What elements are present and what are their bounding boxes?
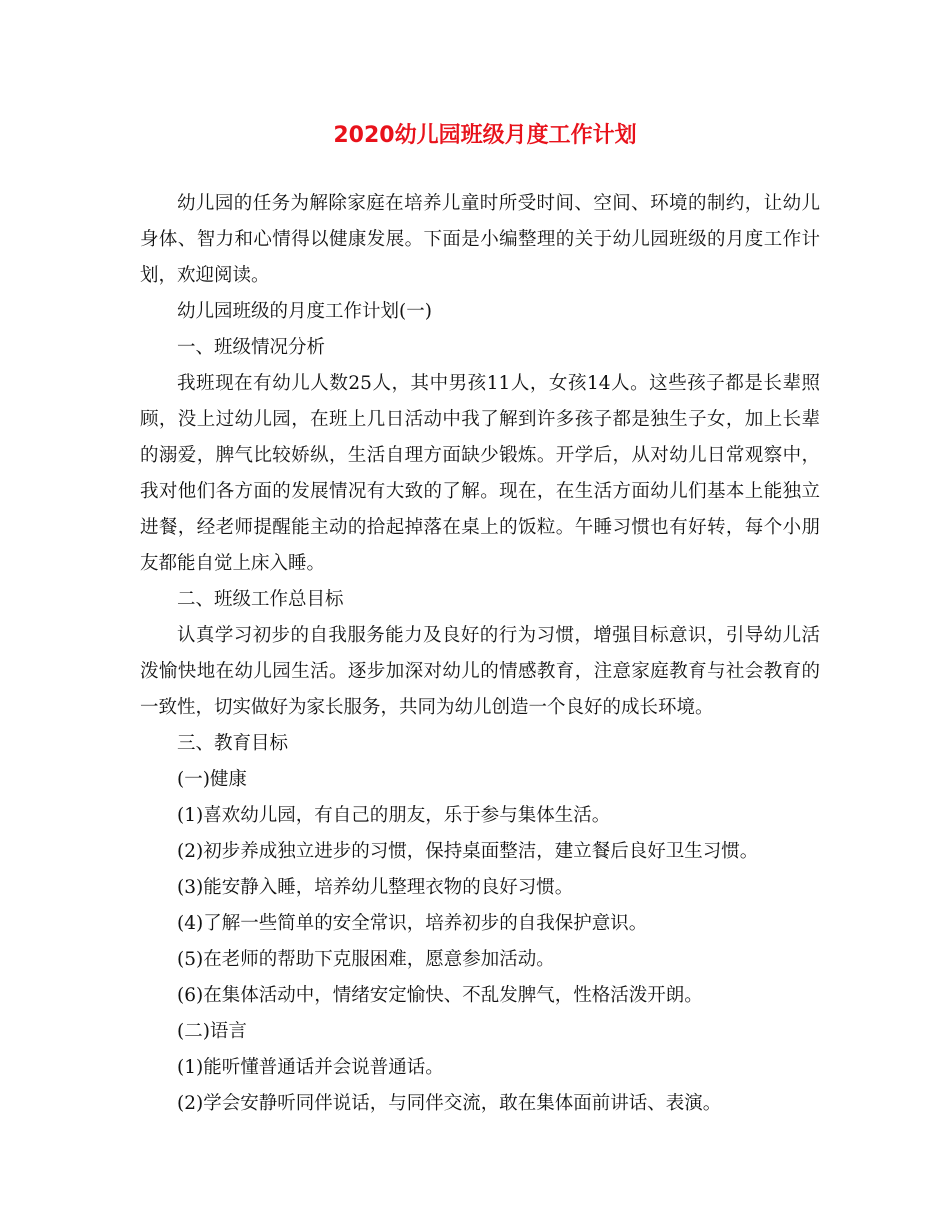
list-item: (4)了解一些简单的安全常识，培养初步的自我保护意识。	[177, 913, 648, 934]
section-heading-education-goals: 三、教育目标	[177, 733, 289, 754]
document-body	[140, 186, 820, 1122]
paragraph-class-analysis: 我班现在有幼儿人数25人，其中男孩11人，女孩14人。这些孩子都是长辈照顾，没上过幼儿园，在班上几日活动中我了解到许多孩子都是独生子女，加上长辈的溺爱，脾气比较娇纵，生活自理方面缺少锻炼。开学后，从对幼儿日常观察中，我对他们各方面的发展情况有大致的了解。现在，在生活方面幼儿们基本上能独立进餐，经老师提醒能主动的拾起掉落在桌上的饭粒。午睡习惯也有好转，每个小朋友都能自觉上床入睡。	[140, 373, 820, 574]
list-item: (5)在老师的帮助下克服困难，愿意参加活动。	[177, 949, 555, 970]
list-item: (6)在集体活动中，情绪安定愉快、不乱发脾气，性格活泼开朗。	[177, 985, 703, 1006]
list-item: (2)学会安静听同伴说话，与同伴交流，敢在集体面前讲话、表演。	[177, 1093, 722, 1114]
paragraph-plan-heading: 幼儿园班级的月度工作计划(一)	[177, 301, 432, 322]
section-heading-class-analysis: 一、班级情况分析	[177, 337, 326, 358]
paragraph-overall-goal: 认真学习初步的自我服务能力及良好的行为习惯，增强目标意识，引导幼儿活泼愉快地在幼儿园生活。逐步加深对幼儿的情感教育，注意家庭教育与社会教育的一致性，切实做好为家长服务，共同为幼儿创造一个良好的成长环境。	[140, 625, 820, 718]
list-item: (1)喜欢幼儿园，有自己的朋友，乐于参与集体生活。	[177, 805, 611, 826]
document-title: 2020幼儿园班级月度工作计划	[333, 123, 637, 148]
section-heading-overall-goal: 二、班级工作总目标	[177, 589, 344, 610]
subheading-language: (二)语言	[177, 1021, 247, 1042]
subheading-health: (一)健康	[177, 769, 247, 790]
list-item: (1)能听懂普通话并会说普通话。	[177, 1057, 444, 1078]
paragraph-intro: 幼儿园的任务为解除家庭在培养儿童时所受时间、空间、环境的制约，让幼儿身体、智力和心情得以健康发展。下面是小编整理的关于幼儿园班级的月度工作计划，欢迎阅读。	[140, 193, 820, 286]
list-item: (3)能安静入睡，培养幼儿整理衣物的良好习惯。	[177, 877, 574, 898]
list-item: (2)初步养成独立进步的习惯，保持桌面整洁，建立餐后良好卫生习惯。	[177, 841, 759, 862]
